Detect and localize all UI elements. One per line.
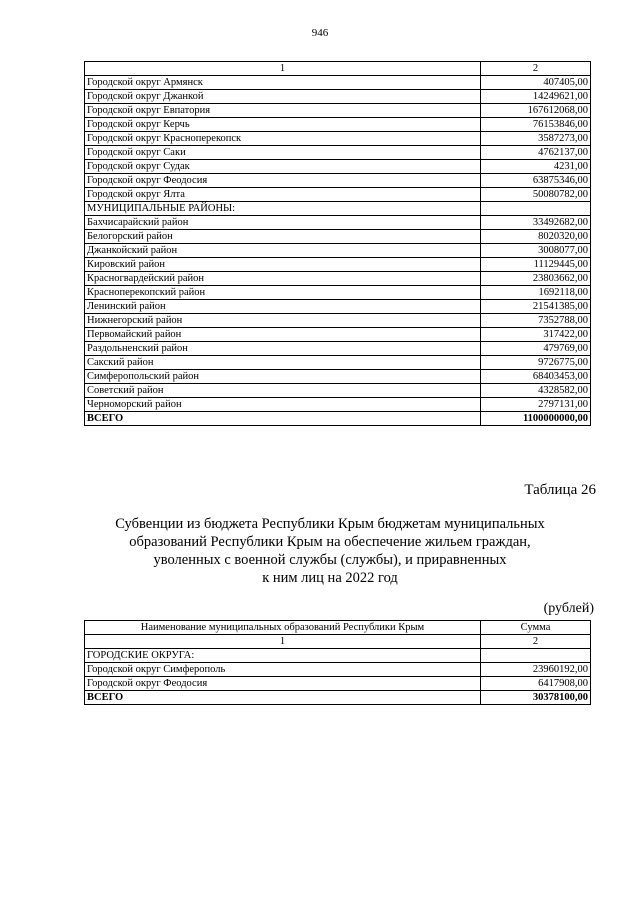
row-name: Бахчисарайский район xyxy=(85,216,481,230)
row-name: Городской округ Ялта xyxy=(85,188,481,202)
row-value: 2797131,00 xyxy=(481,398,591,412)
column-number-2: 2 xyxy=(481,635,591,649)
table-row xyxy=(85,202,591,216)
table-label: Таблица 26 xyxy=(524,482,596,498)
table-caption xyxy=(80,515,580,587)
table-body xyxy=(85,62,591,426)
table-row xyxy=(85,286,591,300)
column-header-name: Наименование муниципальных образований Республики Крым xyxy=(85,621,481,635)
table-row xyxy=(85,398,591,412)
column-header-row xyxy=(85,621,591,635)
row-name: Советский район xyxy=(85,384,481,398)
table-row xyxy=(85,258,591,272)
row-value: 33492682,00 xyxy=(481,216,591,230)
total-row xyxy=(85,412,591,426)
table-row xyxy=(85,132,591,146)
table-row xyxy=(85,216,591,230)
table-row xyxy=(85,146,591,160)
row-value: 4231,00 xyxy=(481,160,591,174)
table-row xyxy=(85,663,591,677)
row-name: Симферопольский район xyxy=(85,370,481,384)
row-value: 8020320,00 xyxy=(481,230,591,244)
table-row xyxy=(85,370,591,384)
row-name: Городской округ Красноперекопск xyxy=(85,132,481,146)
table-row xyxy=(85,104,591,118)
row-name: Городской округ Армянск xyxy=(85,76,481,90)
column-number-row xyxy=(85,635,591,649)
total-label: ВСЕГО xyxy=(85,691,481,705)
row-name: Городской округ Джанкой xyxy=(85,90,481,104)
column-number-2: 2 xyxy=(481,62,591,76)
table-row xyxy=(85,384,591,398)
table-row xyxy=(85,342,591,356)
table-row xyxy=(85,328,591,342)
table-row xyxy=(85,160,591,174)
row-value: 23960192,00 xyxy=(481,663,591,677)
row-value: 1692118,00 xyxy=(481,286,591,300)
row-value: 63875346,00 xyxy=(481,174,591,188)
row-value: 11129445,00 xyxy=(481,258,591,272)
table-row xyxy=(85,244,591,258)
subvention-table-continued xyxy=(84,61,591,426)
row-name: Городской округ Симферополь xyxy=(85,663,481,677)
row-name: Сакский район xyxy=(85,356,481,370)
row-name: Красногвардейский район xyxy=(85,272,481,286)
caption-line: Субвенции из бюджета Республики Крым бюджетам муниципальных xyxy=(115,516,545,532)
row-value: 4328582,00 xyxy=(481,384,591,398)
column-header-sum: Сумма xyxy=(481,621,591,635)
row-name: Городской округ Евпатория xyxy=(85,104,481,118)
row-name: Городской округ Судак xyxy=(85,160,481,174)
table-row xyxy=(85,649,591,663)
table-row xyxy=(85,76,591,90)
row-value: 3008077,00 xyxy=(481,244,591,258)
row-value: 317422,00 xyxy=(481,328,591,342)
table-row xyxy=(85,272,591,286)
row-value xyxy=(481,202,591,216)
caption-line: уволенных с военной службы (службы), и приравненных xyxy=(153,552,507,568)
row-name: МУНИЦИПАЛЬНЫЕ РАЙОНЫ: xyxy=(85,202,481,216)
row-value: 7352788,00 xyxy=(481,314,591,328)
table-row xyxy=(85,90,591,104)
row-value: 23803662,00 xyxy=(481,272,591,286)
row-name: Первомайский район xyxy=(85,328,481,342)
row-value: 76153846,00 xyxy=(481,118,591,132)
row-name: Черноморский район xyxy=(85,398,481,412)
table-row xyxy=(85,300,591,314)
row-value: 9726775,00 xyxy=(481,356,591,370)
subvention-table-26 xyxy=(84,620,591,705)
table-row xyxy=(85,314,591,328)
row-value: 479769,00 xyxy=(481,342,591,356)
row-value: 50080782,00 xyxy=(481,188,591,202)
row-name: Городской округ Феодосия xyxy=(85,677,481,691)
column-number-1: 1 xyxy=(85,62,481,76)
row-name: Городской округ Саки xyxy=(85,146,481,160)
page-number: 946 xyxy=(311,27,329,39)
table-body xyxy=(85,621,591,705)
table-row xyxy=(85,174,591,188)
row-name: Городской округ Керчь xyxy=(85,118,481,132)
row-name: Джанкойский район xyxy=(85,244,481,258)
row-value: 68403453,00 xyxy=(481,370,591,384)
currency-unit: (рублей) xyxy=(543,601,594,616)
row-name: Белогорский район xyxy=(85,230,481,244)
row-value xyxy=(481,649,591,663)
column-number-1: 1 xyxy=(85,635,481,649)
row-value: 4762137,00 xyxy=(481,146,591,160)
row-value: 407405,00 xyxy=(481,76,591,90)
row-name: Ленинский район xyxy=(85,300,481,314)
row-name: Раздольненский район xyxy=(85,342,481,356)
caption-line: к ним лиц на 2022 год xyxy=(262,570,398,586)
total-value: 1100000000,00 xyxy=(481,412,591,426)
row-name: Нижнегорский район xyxy=(85,314,481,328)
table-row xyxy=(85,677,591,691)
row-name: ГОРОДСКИЕ ОКРУГА: xyxy=(85,649,481,663)
column-number-row xyxy=(85,62,591,76)
total-label: ВСЕГО xyxy=(85,412,481,426)
row-value: 6417908,00 xyxy=(481,677,591,691)
table-row xyxy=(85,188,591,202)
table-row xyxy=(85,230,591,244)
row-value: 3587273,00 xyxy=(481,132,591,146)
row-name: Городской округ Феодосия xyxy=(85,174,481,188)
caption-line: образований Республики Крым на обеспечение жильем граждан, xyxy=(129,534,531,550)
table-row xyxy=(85,118,591,132)
row-value: 21541385,00 xyxy=(481,300,591,314)
total-value: 30378100,00 xyxy=(481,691,591,705)
table-row xyxy=(85,356,591,370)
row-name: Кировский район xyxy=(85,258,481,272)
total-row xyxy=(85,691,591,705)
row-name: Красноперекопский район xyxy=(85,286,481,300)
row-value: 14249621,00 xyxy=(481,90,591,104)
row-value: 167612068,00 xyxy=(481,104,591,118)
